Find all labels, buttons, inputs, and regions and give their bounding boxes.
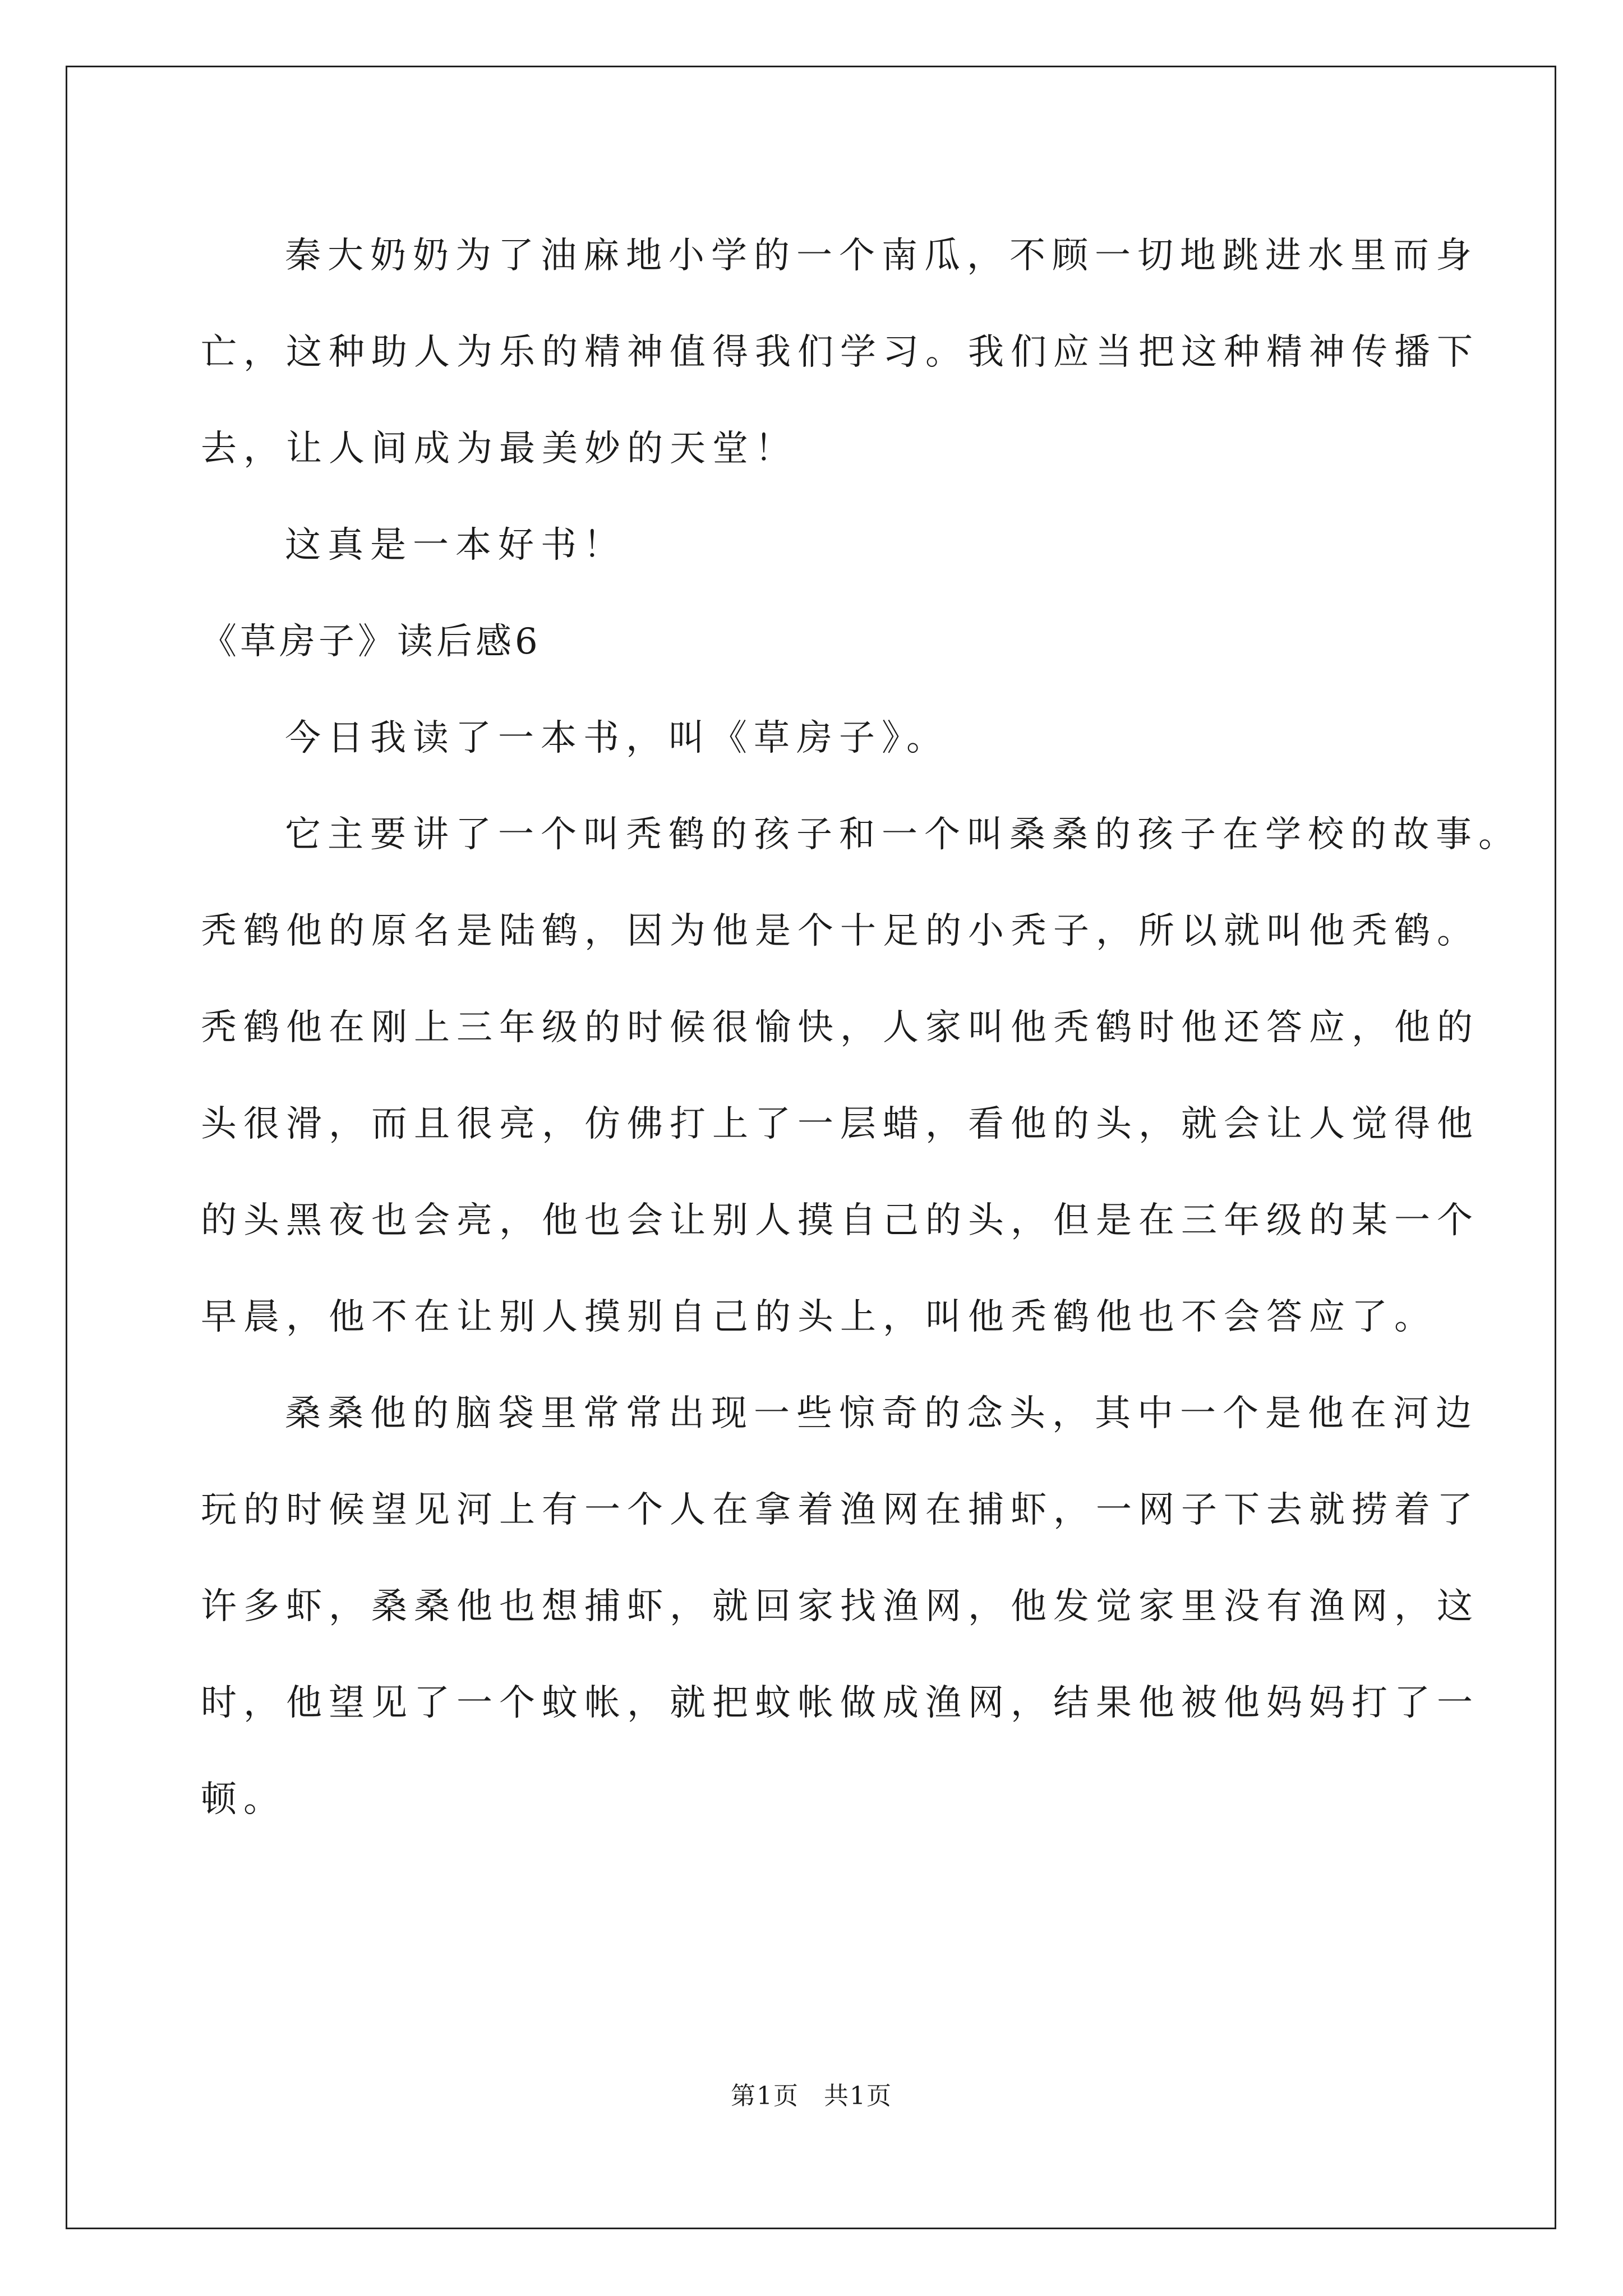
paragraph-line: 桑桑他的脑袋里常常出现一些惊奇的念头，其中一个是他在河边 (285, 1393, 1478, 1434)
page-total: 共1页 (824, 2082, 892, 2110)
paragraph-line: 秦大奶奶为了油麻地小学的一个南瓜，不顾一切地跳进水里而身 (285, 235, 1478, 277)
paragraph-line: 去，让人间成为最美妙的天堂！ (201, 428, 797, 470)
paragraph-line: 它主要讲了一个叫秃鹤的孩子和一个叫桑桑的孩子在学校的故事。 (285, 814, 1521, 855)
paragraph-line: 顿。 (201, 1779, 286, 1820)
document-body (201, 208, 1521, 1848)
page-footer (0, 2076, 1623, 2111)
page-number: 第1页 (731, 2082, 799, 2110)
paragraph-line: 的头黑夜也会亮，他也会让别人摸自己的头，但是在三年级的某一个 (201, 1200, 1479, 1241)
paragraph-line: 亡，这种助人为乐的精神值得我们学习。我们应当把这种精神传播下 (201, 332, 1479, 373)
section-heading: 《草房子》读后感6 (201, 621, 541, 662)
paragraph-line: 玩的时候望见河上有一个人在拿着渔网在捕虾，一网子下去就捞着了 (201, 1489, 1479, 1531)
paragraph-line: 这真是一本好书！ (285, 524, 626, 566)
paragraph-line: 秃鹤他在刚上三年级的时候很愉快，人家叫他秃鹤时他还答应，他的 (201, 1007, 1479, 1048)
paragraph-line: 时，他望见了一个蚊帐，就把蚊帐做成渔网，结果他被他妈妈打了一 (201, 1682, 1479, 1724)
paragraph-line: 头很滑，而且很亮，仿佛打上了一层蜡，看他的头，就会让人觉得他 (201, 1103, 1479, 1145)
paragraph-line: 今日我读了一本书，叫《草房子》。 (285, 717, 949, 759)
paragraph-line: 早晨，他不在让别人摸别自己的头上，叫他秃鹤他也不会答应了。 (201, 1296, 1437, 1338)
paragraph-line: 许多虾，桑桑他也想捕虾，就回家找渔网，他发觉家里没有渔网，这 (201, 1586, 1479, 1627)
paragraph-line: 秃鹤他的原名是陆鹤，因为他是个十足的小秃子，所以就叫他秃鹤。 (201, 910, 1479, 952)
